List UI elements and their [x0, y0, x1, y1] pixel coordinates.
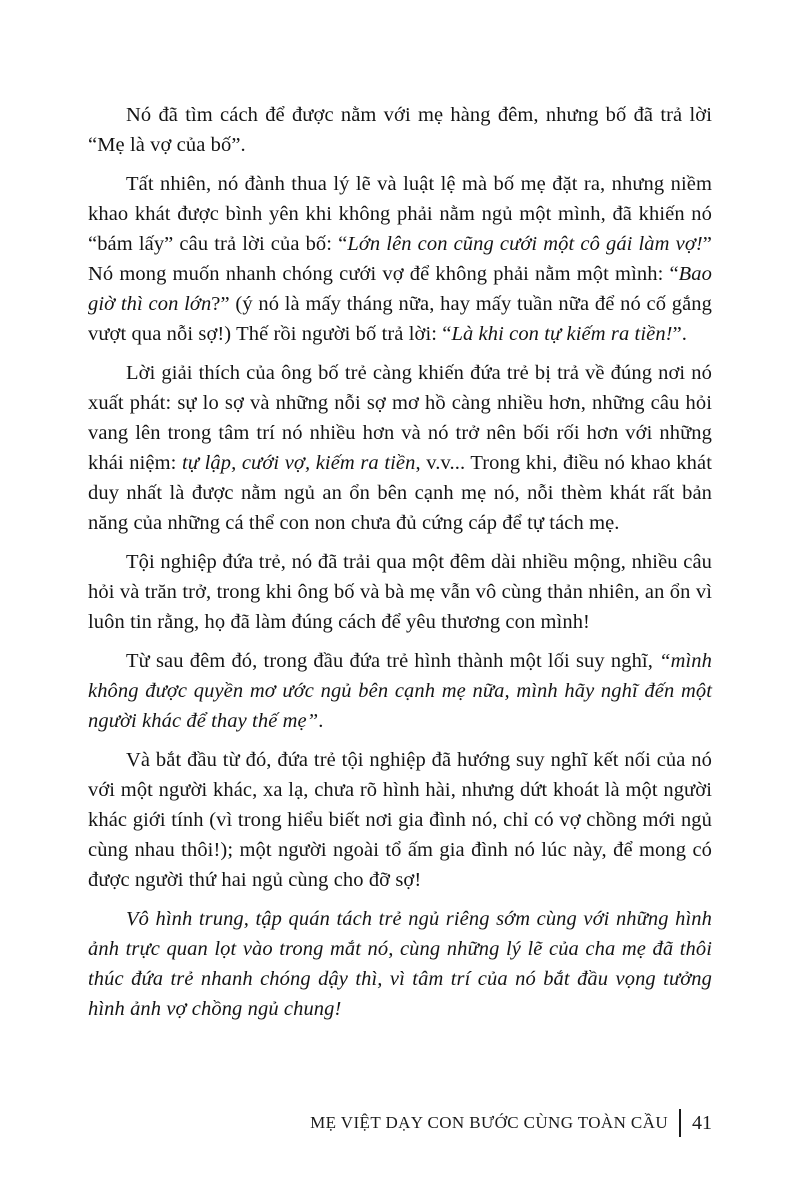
text-run-italic: Lớn lên con cũng cưới một cô gái làm vợ! — [347, 233, 703, 255]
text-run: ”. — [672, 323, 688, 345]
text-run-italic: tự lập, cưới vợ, kiếm ra tiền — [181, 452, 416, 474]
paragraph — [88, 646, 712, 736]
text-run-italic: Là khi con tự kiếm ra tiền! — [451, 323, 673, 345]
text-run: ?” (ý nó là mấy tháng nữa, hay mấy tuần nữa để nó cố gắng vượt qua nỗi sợ!) Thế rồi người bố trả lời: “ — [88, 293, 712, 345]
text-run-italic: Vô hình trung, tập quán tách trẻ ngủ riêng sớm cùng với những hình ảnh trực quan lọt vào trong mắt nó, cùng những lý lẽ của cha mẹ đã thôi thúc đứa trẻ nhanh chóng dậy thì, vì tâm trí của nó bắt đầu vọng tưởng hình ảnh vợ chồng ngủ chung! — [88, 908, 712, 1020]
paragraph — [88, 358, 712, 538]
paragraph — [88, 904, 712, 1024]
text-run-italic: Bao giờ thì con lớn — [88, 263, 712, 315]
page-footer — [310, 1109, 712, 1137]
text-run: Lời giải thích của ông bố trẻ càng khiến đứa trẻ bị trả về đúng nơi nó xuất phát: sự lo sợ và những nỗi sợ mơ hồ càng nhiều hơn, những câu hỏi vang lên trong tâm trí nó nhiều hơn và nó trở nên bối rối hơn với những khái niệm: — [88, 362, 712, 474]
text-run: Và bắt đầu từ đó, đứa trẻ tội nghiệp đã hướng suy nghĩ kết nối của nó với một người khác, xa lạ, chưa rõ hình hài, nhưng dứt khoát là một người khác giới tính (vì trong hiểu biết nơi gia đình nó, chỉ có vợ chồng mới ngủ cùng nhau thôi!); một người ngoài tổ ấm gia đình nó lúc này, để mong có được người thứ hai ngủ cùng cho đỡ sợ! — [88, 749, 712, 891]
body-text — [88, 100, 712, 1033]
text-run: , v.v... Trong khi, điều nó khao khát duy nhất là được nằm ngủ an ổn bên cạnh mẹ nó, nỗi thèm khát rất bản năng của những cá thể con non chưa đủ cứng cáp để tự tách mẹ. — [88, 452, 712, 534]
paragraph — [88, 100, 712, 160]
paragraph — [88, 169, 712, 349]
text-run: Tội nghiệp đứa trẻ, nó đã trải qua một đêm dài nhiều mộng, nhiều câu hỏi và trăn trở, trong khi ông bố và bà mẹ vẫn vô cùng thản nhiên, an ổn vì luôn tin rằng, họ đã làm đúng cách để yêu thương con mình! — [88, 551, 712, 633]
text-run: . — [318, 710, 324, 732]
paragraph — [88, 547, 712, 637]
paragraph — [88, 745, 712, 895]
text-run-italic: “mình không được quyền mơ ước ngủ bên cạnh mẹ nữa, mình hãy nghĩ đến một người khác để thay thế mẹ” — [88, 650, 712, 732]
text-run: Nó đã tìm cách để được nằm với mẹ hàng đêm, nhưng bố đã trả lời “Mẹ là vợ của bố”. — [88, 104, 712, 156]
running-title: MẸ VIỆT DẠY CON BƯỚC CÙNG TOÀN CẦU — [310, 1113, 668, 1132]
text-run: Từ sau đêm đó, trong đầu đứa trẻ hình thành một lối suy nghĩ, — [126, 650, 660, 672]
page-number: 41 — [692, 1111, 712, 1134]
footer-separator — [679, 1109, 681, 1137]
text-run: Tất nhiên, nó đành thua lý lẽ và luật lệ mà bố mẹ đặt ra, nhưng niềm khao khát được bình yên khi không phải nằm ngủ một mình, đã khiến nó “bám lấy” câu trả lời của bố: “ — [88, 173, 712, 255]
text-run: ” Nó mong muốn nhanh chóng cưới vợ để không phải nằm một mình: “ — [88, 233, 712, 285]
